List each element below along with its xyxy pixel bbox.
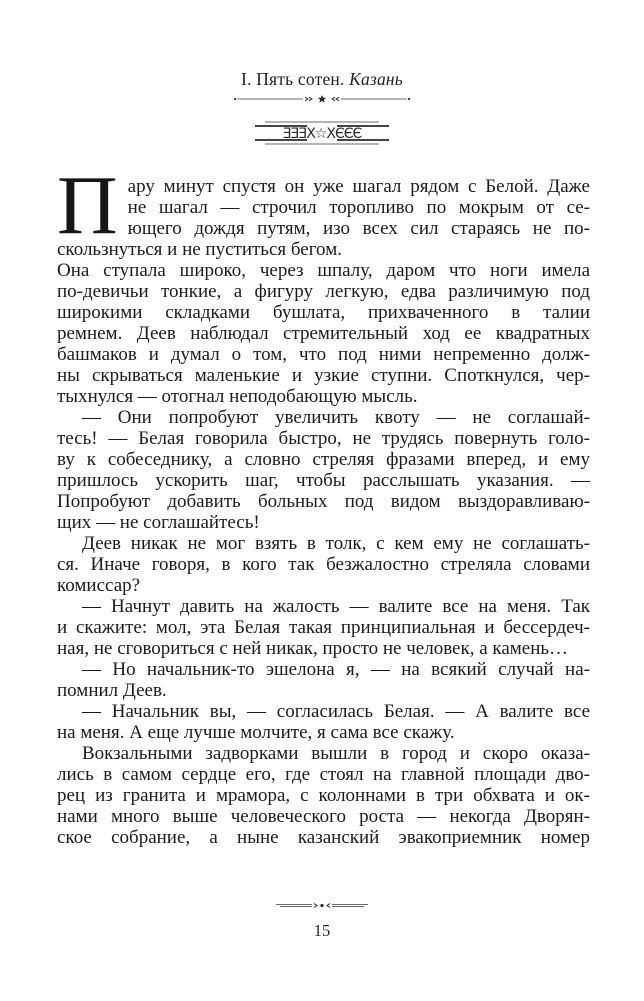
text-line: широкими складками бушлата, прихваченного в талии	[57, 302, 590, 323]
chain-star-ornament-icon	[251, 118, 393, 148]
text-line: Вокзальными задворками вышли в город и скоро оказа-	[82, 743, 590, 764]
text-line: тесь! — Белая говорила быстро, не трудясь повернуть голо-	[57, 428, 590, 449]
text-line: и скажите: мол, эта Белая такая принципиальная и бессердеч-	[57, 617, 590, 638]
text-line: ремнем. Деев наблюдал стремительный ход ее квадратных	[57, 323, 590, 344]
paragraph	[57, 743, 590, 848]
text-line: пришлось ускорить шаг, чтобы расслышать указания. —	[57, 470, 590, 491]
text-line: Деев никак не мог взять в толк, с кем ему не соглашать-	[82, 533, 590, 554]
text-line: ское собрание, а ныне казанский эвакоприемник номер	[57, 827, 590, 848]
text-line: ару минут спустя он уже шагал рядом с Белой. Даже	[127, 176, 590, 197]
paragraph	[57, 533, 590, 596]
text-line: — Начнут давить на жалость — валите все на меня. Так	[82, 596, 590, 617]
paragraph	[57, 159, 590, 260]
text-line: Попробуют добавить больных под видом выздоравливаю-	[57, 491, 590, 512]
text-line: скользнуться и не пуститься бегом.	[57, 239, 342, 260]
text-line: комиссар?	[57, 575, 141, 596]
text-line: тыхнулся — отогнал неподобающую мысль.	[57, 386, 418, 407]
chapter-location: Казань	[349, 69, 403, 89]
text-line: — Начальник вы, — согласилась Белая. — А валите все	[82, 701, 590, 722]
text-line: Она ступала широко, через шпалу, даром что ноги имела	[57, 260, 590, 281]
page-number: 15	[313, 921, 331, 940]
text-line: не шагал — строчил торопливо по мокрым от се-	[127, 197, 590, 218]
text-line: ная, не сговориться с ней никак, просто не человек, а камень…	[57, 638, 569, 659]
star-rule-divider-icon	[233, 94, 411, 104]
paragraph	[57, 407, 590, 533]
text-line: ву к собеседнику, а словно стреляя фразами вперед, и ему	[57, 449, 590, 470]
text-line: ны скрываться маленькие и узкие ступни. Споткнулся, чер-	[57, 365, 590, 386]
paragraph	[57, 260, 590, 407]
paragraph	[57, 701, 590, 743]
text-line: лись в самом сердце его, где стоял на главной площади дво-	[57, 764, 590, 785]
text-line: — Они попробуют увеличить квоту — не соглашай-	[82, 407, 590, 428]
paragraph	[57, 659, 590, 701]
chain-glyphs: ƎƎƎX☆XЄЄЄ	[282, 126, 362, 142]
body-text	[57, 159, 590, 848]
text-line: башмаков и думал о том, что под ними непременно долж-	[57, 344, 590, 365]
text-line: щих — не соглашайтесь!	[57, 512, 260, 533]
paragraph	[57, 596, 590, 659]
text-line: помнил Деев.	[57, 680, 167, 701]
chapter-title: I. Пять сотен.	[241, 69, 345, 89]
small-rule-ornament-icon	[274, 900, 370, 912]
drop-cap: П	[57, 159, 118, 252]
text-line: на меня. А еще лучше молчите, я сама все скажу.	[57, 722, 455, 743]
text-line: ся. Иначе говоря, в кого так безжалостно стреляла словами	[57, 554, 590, 575]
text-line: ющего дождя путям, изо всех сил стараясь не по-	[127, 218, 590, 239]
chapter-running-head	[0, 69, 644, 90]
text-line: рец из гранита и мрамора, с колоннами в три обхвата и ок-	[57, 785, 590, 806]
text-line: по-девичьи тонкие, а фигуру легкую, едва различимую под	[57, 281, 590, 302]
text-line: — Но начальник-то эшелона я, — на всякий случай на-	[82, 659, 590, 680]
text-line: нами много выше человеческого роста — некогда Дворян-	[57, 806, 590, 827]
